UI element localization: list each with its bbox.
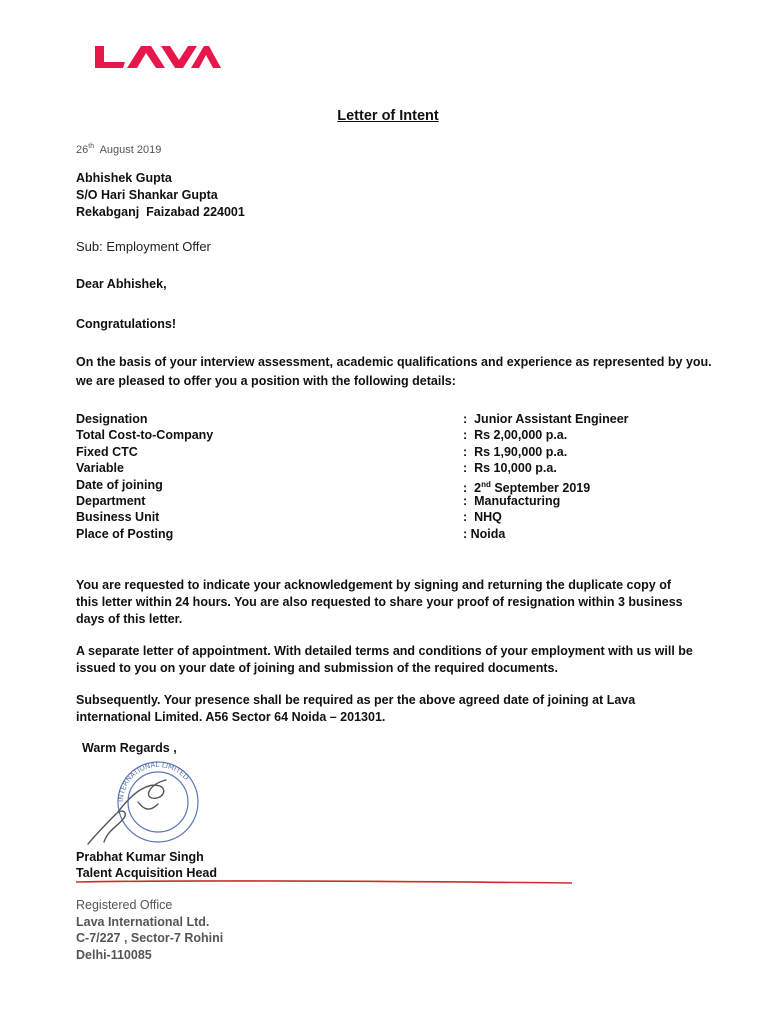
recipient-address [76,170,245,221]
presence-paragraph: Subsequently. Your presence shall be required as per the above agreed date of joining at Lava international Limited. A56 Sector 64 Noida – 201301. [76,693,636,724]
office-line: Lava International Ltd. [76,914,210,929]
office-heading: Registered Office [76,898,173,912]
detail-label: Date of joining [76,477,163,492]
detail-label: Business Unit [76,510,160,525]
signatory [76,849,217,881]
detail-label: Designation [76,412,148,426]
appointment-paragraph: A separate letter of appointment. With detailed terms and conditions of your employment with us will be issued to you on your date of joining and submission of the required documents. [76,644,693,675]
office-line: C-7/227 , Sector-7 Rohini [76,931,224,946]
svg-text:INTERNATIONAL LIMITED: INTERNATIONAL LIMITED [116,760,191,803]
greeting: Congratulations! [76,317,176,331]
intro-paragraph [76,353,716,391]
company-seal-signature [78,752,208,852]
office-line: Delhi-110085 [76,947,152,962]
footer-divider [76,878,572,886]
letter-title: Letter of Intent [337,108,439,124]
detail-value: : Noida [463,526,506,541]
detail-label: Total Cost-to-Company [76,428,214,443]
detail-value: : 2nd September 2019 [463,479,591,495]
intro-line-1: On the basis of your interview assessment, academic qualifications and experience as represented by you. [76,355,712,369]
recipient-location: Rekabganj Faizabad 224001 [76,205,245,219]
detail-value: : Rs 2,00,000 p.a. [463,428,568,443]
recipient-relation: S/O Hari Shankar Gupta [76,188,218,202]
signatory-title: Talent Acquisition Head [76,866,217,880]
signatory-name: Prabhat Kumar Singh [76,850,204,864]
detail-value: : Manufacturing [463,493,561,508]
acknowledgement-paragraph: You are requested to indicate your acknowledgement by signing and returning the duplicate copy of this letter within 24 hours. You are also requested to share your proof of resignation within 3 business days of this letter. [76,578,683,626]
offer-details-values [463,411,629,542]
offer-details-labels [76,411,213,542]
registered-office [76,897,223,963]
subject-line: Sub: Employment Offer [76,239,211,254]
intro-line-2: we are pleased to offer you a position with the following details: [76,374,456,388]
detail-value: : Rs 10,000 p.a. [463,461,557,476]
detail-label: Department [76,493,146,508]
detail-label: Place of Posting [76,526,174,541]
detail-value: : Rs 1,90,000 p.a. [463,444,568,459]
closing: Warm Regards , [82,741,177,755]
salutation: Dear Abhishek, [76,277,167,291]
detail-value: : Junior Assistant Engineer [463,412,629,426]
letter-date: 26th August 2019 [76,143,162,156]
lava-logo [95,42,221,72]
detail-label: Variable [76,461,124,476]
recipient-name: Abhishek Gupta [76,171,172,185]
detail-label: Fixed CTC [76,444,138,459]
detail-value: : NHQ [463,510,502,525]
